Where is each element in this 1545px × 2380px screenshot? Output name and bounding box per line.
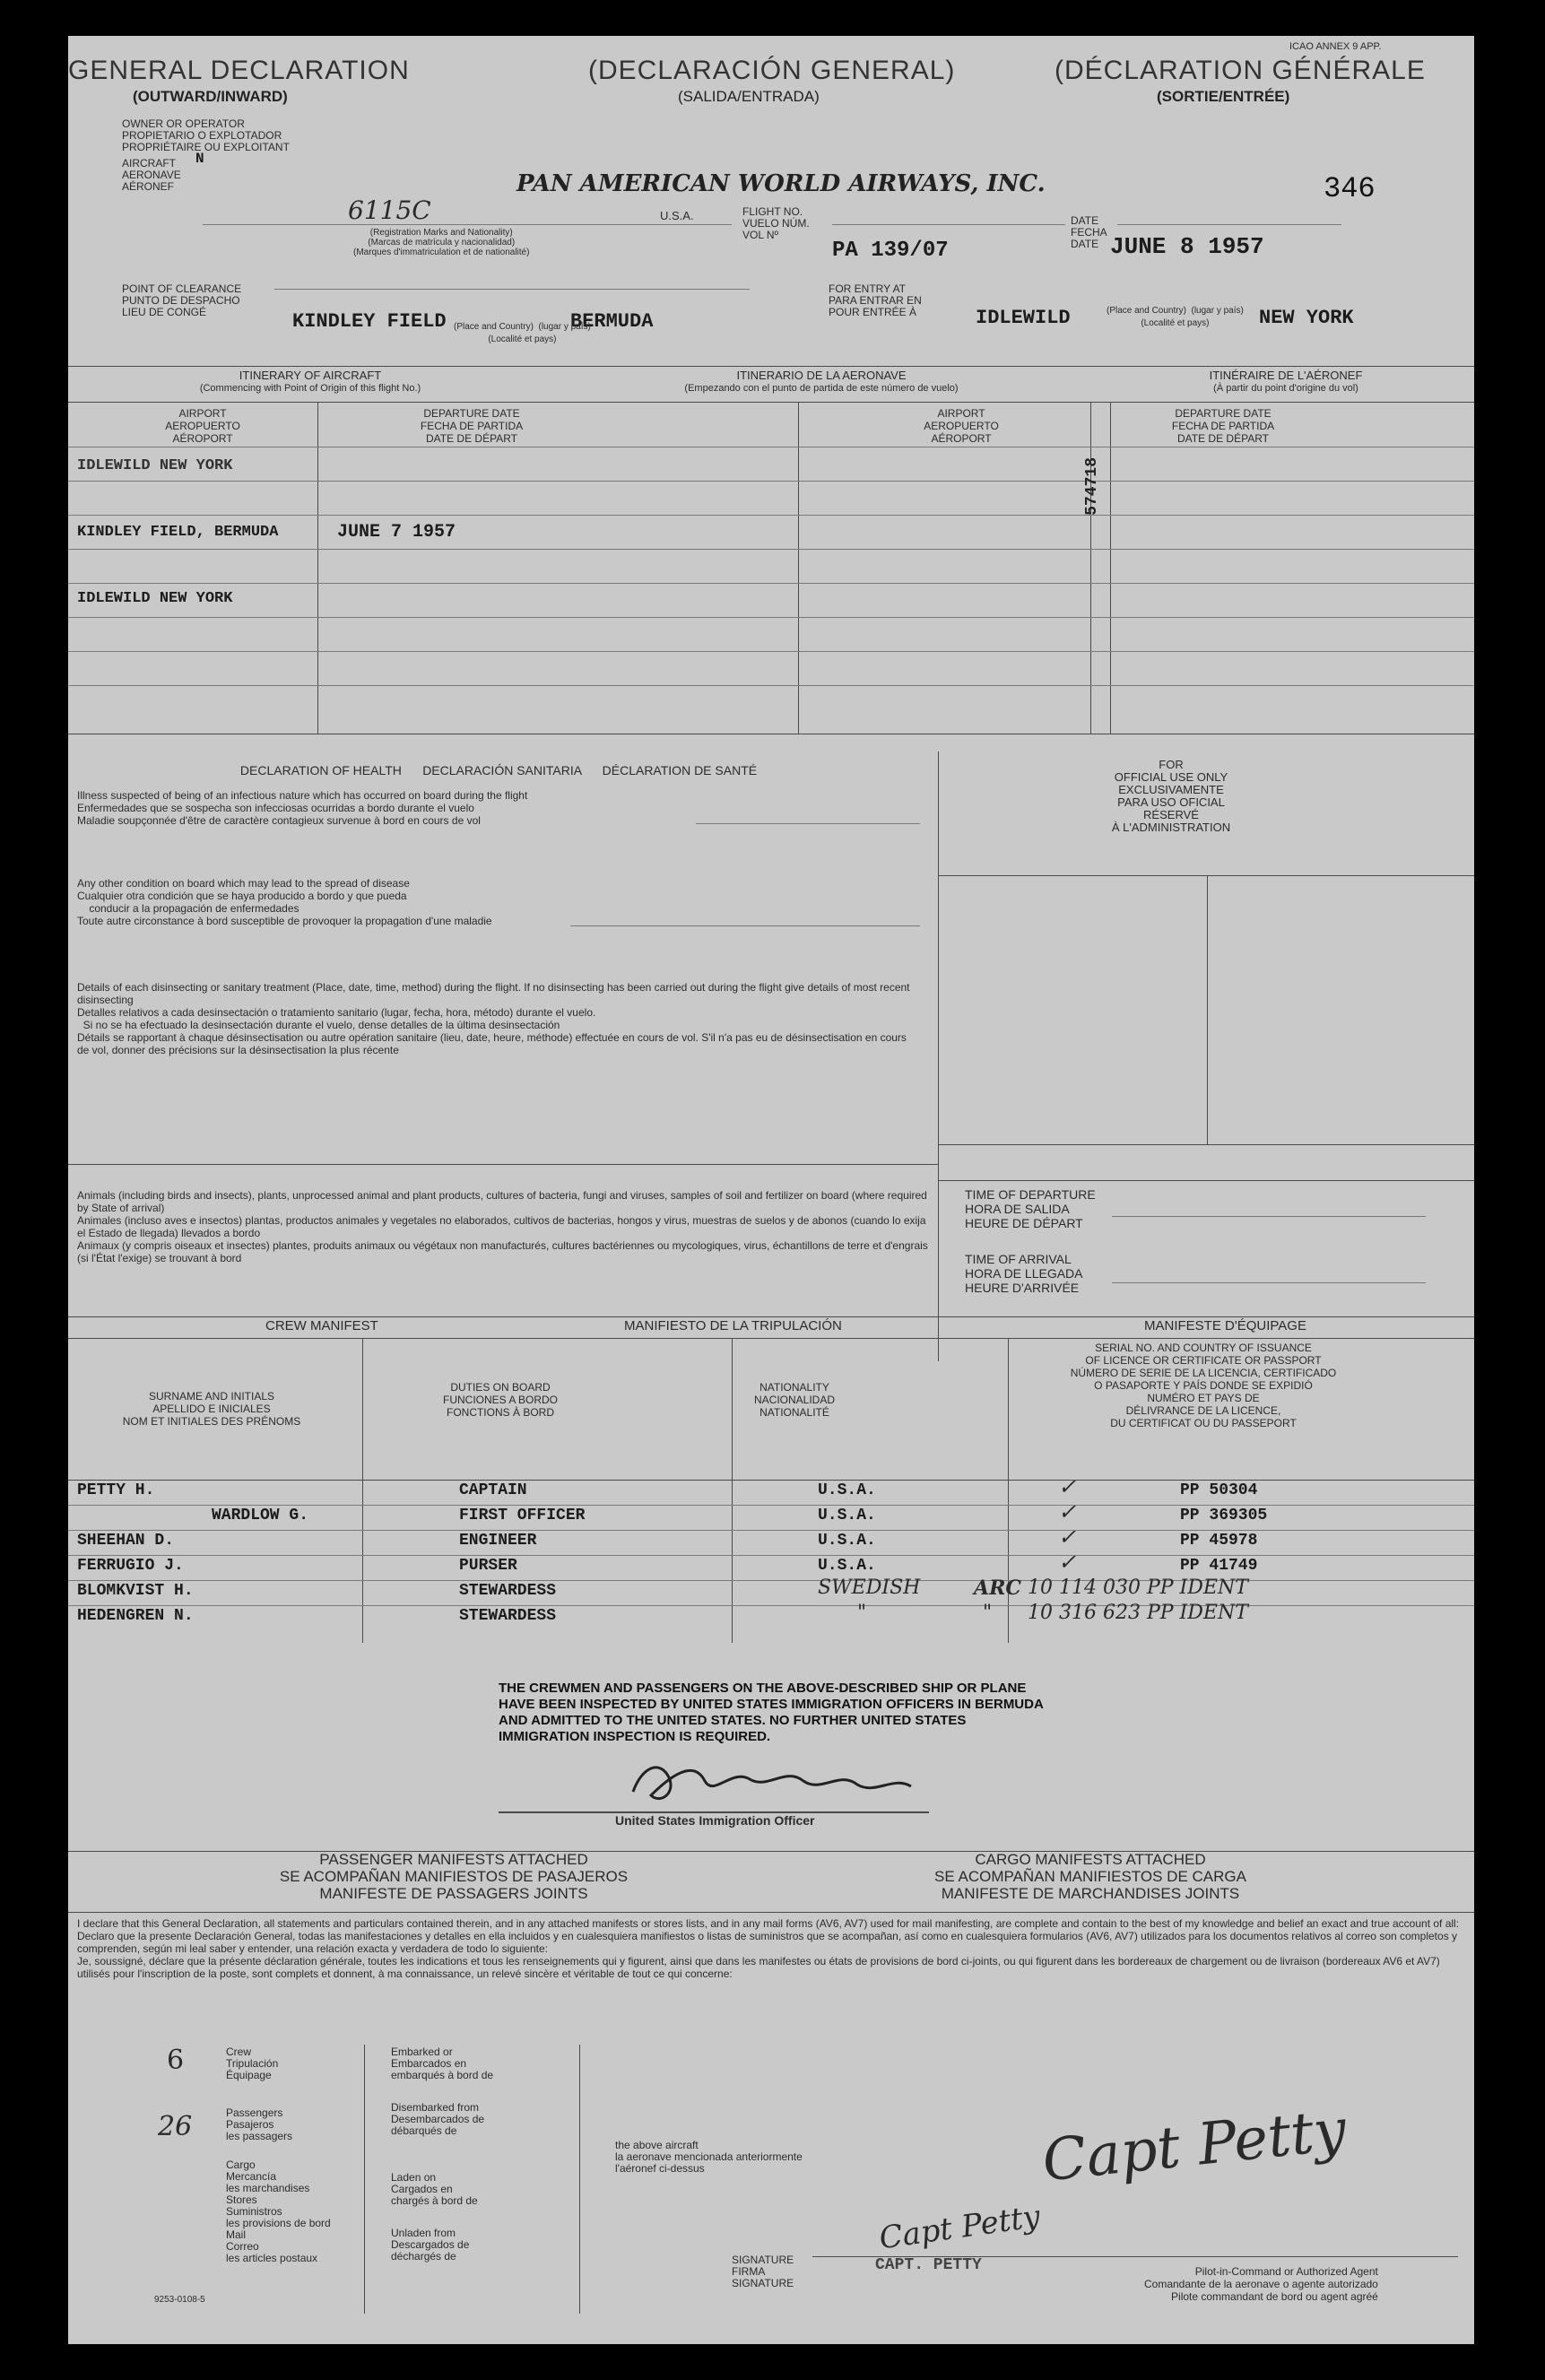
registration-note: (Registration Marks and Nationality) (Marcas de matrícula y nacionalidad) (Marques d'immatriculation et de nationalité) xyxy=(353,228,530,257)
title-english: GENERAL DECLARATION xyxy=(68,56,410,85)
crew-heading-fr: MANIFESTE D'ÉQUIPAGE xyxy=(1144,1318,1306,1333)
crew-col-licence: SERIAL NO. AND COUNTRY OF ISSUANCE OF LICENCE OR CERTIFICATE OR PASSPORT NÚMERO DE SERIE DE LA LICENCIA, CERTIFICADO O PASAPORTE Y PAÍS DONDE SE EXPIDIÓ NUMÉRO ET PAYS DE DÉLIVRANCE DE LA LICENCE, DU CERTIFICAT OU DU PASSEPORT xyxy=(1070,1342,1337,1429)
crew-col-name: SURNAME AND INITIALS APELLIDO E INICIALES NOM ET INITIALES DES PRÉNOMS xyxy=(122,1390,301,1428)
owner-label: OWNER OR OPERATOR PROPIETARIO O EXPLOTADOR PROPRIÉTAIRE OU EXPLOITANT xyxy=(122,117,290,153)
crew-1-name: PETTY H. xyxy=(77,1481,155,1499)
health-question-3: Details of each disinsecting or sanitary treatment (Place, date, time, method) during the flight. If no disinsecting has been carried out during the flight give details of most recent disinsecting Detalles relativos a cada desinsectación o tratamiento sanitario (lugar, fecha, hora, método) durante el vuelo. Si no se ha efectuado la desinsectación durante el vuelo, dense detalles de la última desinsectación Détails se rapportant à chaque désinsectisation ou autre opération sanitaire (lieu, date, heure, méthode) effectuée en cours de vol. S'il n'a pas eu de désinsectisation en cours de vol, donner des précisions sur la désinsectisation la plus récente xyxy=(77,981,910,1056)
crew-5-nationality: SWEDISH xyxy=(818,1577,921,1599)
itinerary-heading-fr-text: ITINÉRAIRE DE L'AÉRONEF xyxy=(1209,369,1363,382)
aircraft-label: AIRCRAFT AERONAVE AÉRONEF xyxy=(122,157,181,193)
entry-country: NEW YORK xyxy=(1259,307,1354,329)
crew-3-name: SHEEHAN D. xyxy=(77,1532,175,1550)
crew-count-label: Crew Tripulación Équipage xyxy=(226,2046,279,2081)
page-number: 346 xyxy=(1324,172,1376,205)
itinerary-heading-en-note: (Commencing with Point of Origin of this flight No.) xyxy=(199,383,421,394)
pilot-signature-small: Capt Petty xyxy=(877,2198,1043,2257)
crew-4-nationality: U.S.A. xyxy=(818,1557,876,1575)
crew-heading-en: CREW MANIFEST xyxy=(265,1318,378,1333)
immigration-stamp: THE CREWMEN AND PASSENGERS ON THE ABOVE-DESCRIBED SHIP OR PLANE HAVE BEEN INSPECTED BY UNITED STATES IMMIGRATION OFFICERS IN BERMUDA AND ADMITTED TO THE UNITED STATES. NO FURTHER UNITED STATES IMMIGRATION INSPECTION IS REQUIRED. xyxy=(499,1681,1044,1744)
clearance-place: KINDLEY FIELD xyxy=(292,310,447,333)
pilot-caption: Pilot-in-Command or Authorized Agent Comandante de la aeronave o agente autorizado Pilote commandant de bord ou agent agréé xyxy=(1144,2265,1378,2303)
cargo-stores-mail-label: Cargo Mercancía les marchandises Stores Suministros les provisions de bord Mail Correo les articles postaux xyxy=(226,2159,331,2264)
pilot-declaration: I declare that this General Declaration, all statements and particulars contained therein, and in any attached manifests or stores lists, and in any mail forms (AV6, AV7) used for mail manifesting, are complete and contain to the best of my knowledge and belief an exact and true account of all: Declaro que la presente Declaración General, todas las manifestaciones y detalles en ella incluidos y en cualesquiera manifiestos o listas de suministros que se acompañan, así como en cualesquiera formularios (AV6, AV7) utilizados para los documentos relativos al correo son completos y comprenden, según mi leal saber y entender, una relación exacta y verdadera de todo lo siguiente: Je, soussigné, déclare que la présente déclaration générale, toutes les indications et tous les renseignements qui y figurent, ainsi que dans les manifestes ou états de provisions de bord ci-joints, ou qui figurent dans les bordereaux de chargement ou de livraison (bordereaux AV6 et AV7) utilisés pour l'inscription de la poste, sont complets et donnent, à ma connaissance, un relevé sincère et véritable de tout ce qui concerne: xyxy=(77,1917,1460,1980)
crew-1-nationality: U.S.A. xyxy=(818,1481,876,1499)
flight-number: PA 139/07 xyxy=(832,239,949,263)
signature-label: SIGNATURE FIRMA SIGNATURE xyxy=(732,2254,794,2289)
itinerary-heading-fr xyxy=(1133,369,1438,395)
itinerary-heading-es xyxy=(597,369,1046,395)
itinerary-row-2-airport: KINDLEY FIELD, BERMUDA xyxy=(77,524,279,541)
crew-2-duty: FIRST OFFICER xyxy=(459,1507,586,1524)
aircraft-registration: 6115C xyxy=(348,195,431,225)
crew-1-licence: PP 50304 xyxy=(1180,1481,1258,1499)
clearance-country: BERMUDA xyxy=(570,310,654,333)
owner-value: PAN AMERICAN WORLD AIRWAYS, INC. xyxy=(516,170,1046,197)
itinerary-col-departure-2: DEPARTURE DATE FECHA DE PARTIDA DATE DE DÉPART xyxy=(1171,407,1275,445)
health-question-2: Any other condition on board which may lead to the spread of disease Cualquier otra condición que se haya producido a bordo y que pueda conducir a la propagación de enfermedades Toute autre circonstance à bord susceptible de provoquer la propagation d'une maladie xyxy=(77,877,492,927)
crew-5-duty: STEWARDESS xyxy=(459,1582,557,1600)
crew-3-licence: PP 45978 xyxy=(1180,1532,1258,1550)
animals-declaration: Animals (including birds and insects), plants, unprocessed animal and plant products, cultures of bacteria, fungi and viruses, samples of soil and fertilizer on board (where required by State of arrival) Animales (incluso aves e insectos) plantas, productos animales y vegetales no elaborados, cultivos de bacterias, hongos y virus, muestras de suelos y de abonos (cuando lo exija el Estado de llegada) llevados a bordo Animaux (y compris oiseaux et insectes) plantes, produits animaux ou végétaux non manufacturés, cultures bactériennes ou mycologiques, virus, échantillons de terre et d'engrais (si l'État l'exige) se trouvant à bord xyxy=(77,1189,928,1264)
passenger-count: 26 xyxy=(158,2111,193,2142)
title-french: (DÉCLARATION GÉNÉRALE xyxy=(1055,56,1426,85)
crew-3-nationality: U.S.A. xyxy=(818,1532,876,1550)
crew-2-nationality: U.S.A. xyxy=(818,1507,876,1524)
crew-3-check: ✓ xyxy=(1058,1524,1077,1550)
crew-col-duties: DUTIES ON BOARD FUNCIONES A BORDO FONCTIONS À BORD xyxy=(442,1381,559,1419)
health-heading: DECLARATION OF HEALTH DECLARACIÓN SANITARIA DÉCLARATION DE SANTÉ xyxy=(239,763,758,777)
crew-4-check: ✓ xyxy=(1058,1550,1077,1575)
crew-col-nationality: NATIONALITY NACIONALIDAD NATIONALITÉ xyxy=(753,1381,836,1419)
itinerary-heading-es-text: ITINERARIO DE LA AERONAVE xyxy=(736,369,907,382)
unladen-label: Unladen from Descargados de déchargés de xyxy=(391,2227,470,2263)
crew-5-check: ARC xyxy=(974,1577,1021,1600)
crew-count: 6 xyxy=(167,2045,185,2076)
passenger-count-label: Passengers Pasajeros les passagers xyxy=(226,2106,293,2142)
subtitle-spanish: (SALIDA/ENTRADA) xyxy=(678,88,820,105)
crew-4-licence: PP 41749 xyxy=(1180,1557,1258,1575)
crew-6-check: " xyxy=(983,1602,993,1624)
time-of-arrival: TIME OF ARRIVAL HORA DE LLEGADA HEURE D'ARRIVÉE xyxy=(965,1252,1083,1295)
itinerary-heading-es-note: (Empezando con el punto de partida de este número de vuelo) xyxy=(684,383,959,394)
crew-5-name: BLOMKVIST H. xyxy=(77,1582,194,1600)
subtitle-french: (SORTIE/ENTRÉE) xyxy=(1157,88,1290,105)
itinerary-row-1-airport: IDLEWILD NEW YORK xyxy=(77,457,233,474)
date-value: JUNE 8 1957 xyxy=(1110,233,1264,260)
health-question-1: Illness suspected of being of an infectious nature which has occurred on board during the flight Enfermedades que se sospecha son infecciosas ocurridas a bordo durante el vuelo Maladie soupçonnée d'être de caractère contagieux survenue à bord en cours de vol xyxy=(77,789,528,827)
crew-2-name: WARDLOW G. xyxy=(212,1507,309,1524)
itinerary-row-3-airport: IDLEWILD NEW YORK xyxy=(77,590,233,607)
itinerary-heading-en xyxy=(158,369,463,395)
crew-6-licence: 10 316 623 PP IDENT xyxy=(1028,1602,1248,1624)
embarked-label: Embarked or Embarcados en embarqués à bord de xyxy=(391,2046,494,2081)
crew-6-nationality: " xyxy=(857,1602,867,1624)
cargo-manifests-attached: CARGO MANIFESTS ATTACHED SE ACOMPAÑAN MANIFIESTOS DE CARGA MANIFESTE DE MARCHANDISES JOINTS xyxy=(934,1851,1246,1902)
crew-6-duty: STEWARDESS xyxy=(459,1607,557,1625)
pilot-signature-main: Capt Petty xyxy=(1039,2097,1350,2195)
crew-6-name: HEDENGREN N. xyxy=(77,1607,194,1625)
above-aircraft-label: the above aircraft la aeronave mencionada anteriormente l'aéronef ci-dessus xyxy=(615,2139,803,2175)
aircraft-nationality: N xyxy=(195,151,204,167)
title-spanish: (DECLARACIÓN GENERAL) xyxy=(588,56,956,85)
entry-note: (Place and Country) (lugar y país) (Localité et pays) xyxy=(1107,306,1244,328)
crew-5-licence: 10 114 030 PP IDENT xyxy=(1028,1577,1248,1599)
disembarked-label: Disembarked from Desembarcados de débarqués de xyxy=(391,2101,485,2137)
crew-1-duty: CAPTAIN xyxy=(459,1481,527,1499)
form-reference: ICAO ANNEX 9 APP. xyxy=(1289,41,1382,52)
pilot-typed-name: CAPT. PETTY xyxy=(875,2256,982,2274)
itinerary-col-departure-1: DEPARTURE DATE FECHA DE PARTIDA DATE DE DÉPART xyxy=(420,407,524,445)
immigration-officer-caption: United States Immigration Officer xyxy=(615,1813,815,1828)
itinerary-col-airport-1: AIRPORT AEROPUERTO AÉROPORT xyxy=(165,407,240,445)
laden-label: Laden on Cargados en chargés à bord de xyxy=(391,2171,478,2207)
clearance-label: POINT OF CLEARANCE PUNTO DE DESPACHO LIEU DE CONGÉ xyxy=(122,282,242,318)
entry-label: FOR ENTRY AT PARA ENTRAR EN POUR ENTRÉE À xyxy=(829,282,922,318)
itinerary-col-airport-2: AIRPORT AEROPUERTO AÉROPORT xyxy=(924,407,999,445)
crew-2-check: ✓ xyxy=(1058,1499,1077,1524)
crew-4-duty: PURSER xyxy=(459,1557,517,1575)
official-use-label: FOR OFFICIAL USE ONLY EXCLUSIVAMENTE PARA USO OFICIAL RÉSERVÉ À L'ADMINISTRATION xyxy=(1111,758,1231,834)
time-of-departure: TIME OF DEPARTURE HORA DE SALIDA HEURE DE DÉPART xyxy=(965,1187,1096,1230)
subtitle-english: (OUTWARD/INWARD) xyxy=(133,88,288,105)
aircraft-country: U.S.A. xyxy=(660,209,694,222)
itinerary-heading-en-text: ITINERARY OF AIRCRAFT xyxy=(239,369,382,382)
crew-4-name: FERRUGIO J. xyxy=(77,1557,184,1575)
itinerary-stamp: 574718 xyxy=(1083,457,1101,516)
crew-3-duty: ENGINEER xyxy=(459,1532,537,1550)
crew-1-check: ✓ xyxy=(1058,1474,1077,1499)
crew-heading-es: MANIFIESTO DE LA TRIPULACIÓN xyxy=(624,1318,842,1333)
general-declaration-form xyxy=(68,36,1474,2344)
itinerary-row-2-date: JUNE 7 1957 xyxy=(337,522,456,543)
entry-place: IDLEWILD xyxy=(976,307,1071,329)
date-label: DATE FECHA DATE xyxy=(1071,214,1107,250)
immigration-officer-signature xyxy=(606,1750,983,1813)
flight-label: FLIGHT NO. VUELO NÚM. VOL Nº xyxy=(742,205,810,241)
passenger-manifests-attached: PASSENGER MANIFESTS ATTACHED SE ACOMPAÑAN MANIFIESTOS DE PASAJEROS MANIFESTE DE PASSAGERS JOINTS xyxy=(279,1851,629,1902)
crew-2-licence: PP 369305 xyxy=(1180,1507,1268,1524)
footer-code: 9253-0108-5 xyxy=(154,2295,205,2305)
itinerary-heading-fr-note: (À partir du point d'origine du vol) xyxy=(1213,383,1358,394)
clearance-note: (Place and Country) (lugar y país) (Localité et pays) xyxy=(454,322,591,344)
